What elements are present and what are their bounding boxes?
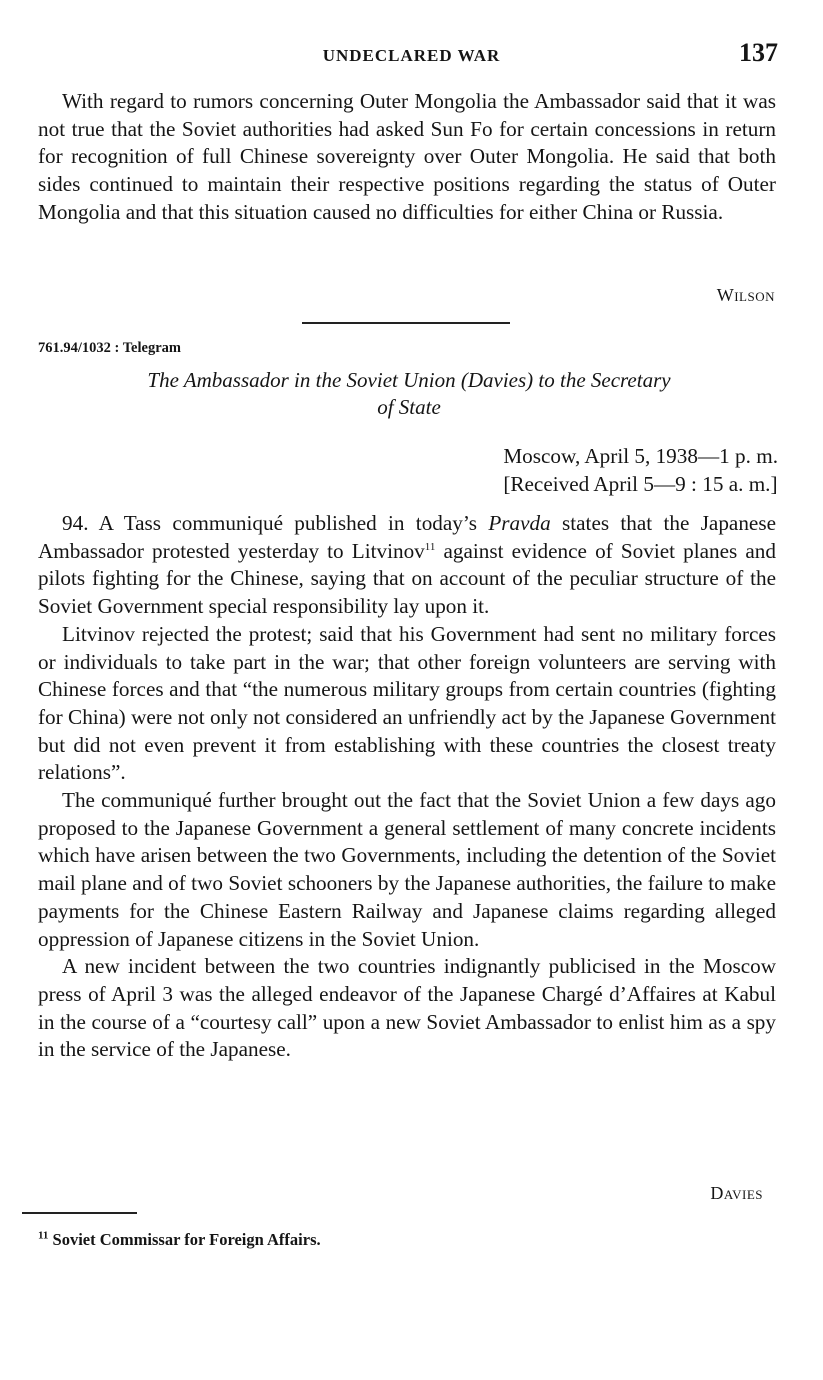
- p1-text-b: states that the Japanese Ambassador protested yesterday to Litvinov: [38, 511, 776, 563]
- page-number: 137: [739, 38, 778, 67]
- received-line: [Received April 5—9 : 15 a. m.]: [503, 472, 778, 496]
- dateline-block: [503, 442, 778, 498]
- footnote-rule: [22, 1212, 137, 1214]
- intro-paragraph: With regard to rumors concerning Outer Mongolia the Ambassador said that it was not true that the Soviet authorities had asked Sun Fo for certain concessions in return for recognition of full Chinese sovereignty over Outer Mongolia. He said that both sides continued to maintain their respective positions regarding the status of Outer Mongolia and that this situation caused no difficulties for either China or Russia.: [38, 89, 776, 224]
- telegram-paragraph-3: The communiqué further brought out the fact that the Soviet Union a few days ago proposed to the Japanese Government a general settlement of many concrete incidents which have arisen between the two Governments, including the detention of the Soviet mail plane and of two Soviet schooners by the Japanese authorities, the failure to make payments for the Chinese Eastern Railway and Japanese claims regarding alleged oppression of Japanese citizens in the Soviet Union.: [38, 788, 776, 951]
- telegram-body: [38, 510, 776, 1064]
- running-header: UNDECLARED WAR: [322, 46, 501, 65]
- file-reference: 761.94/1032 : Telegram: [38, 340, 181, 356]
- heading-line-2: of State: [377, 395, 441, 419]
- telegram-paragraph-4: A new incident between the two countries indignantly publicised in the Moscow press of April 3 was the alleged endeavor of the Japanese Chargé d’Affaires at Kabul in the course of a “courtesy call” upon a new Soviet Ambassador to enlist him as a spy in the service of the Japanese.: [38, 954, 776, 1062]
- dateline: Moscow, April 5, 1938—1 p. m.: [503, 444, 778, 468]
- heading-line-1: The Ambassador in the Soviet Union (Davies) to the Secretary: [147, 368, 671, 392]
- telegram-paragraph-2: Litvinov rejected the protest; said that his Government had sent no military forces or individuals to take part in the war; that other foreign volunteers are serving with Chinese forces and that “the numerous military groups from certain countries (fighting for China) were not only not considered an unfriendly act by the Japanese Government but did not even prevent it from establishing with these countries the closest treaty relations”.: [38, 621, 776, 785]
- telegram-paragraph-1: [38, 510, 776, 621]
- footnote-marker: 11: [38, 1229, 49, 1242]
- p1-text-c: against evidence of Soviet planes and pilots fighting for the Chinese, saying that on account of the peculiar structure of the Soviet Government special responsibility lay upon it.: [38, 538, 776, 619]
- footnote-ref: 11: [424, 540, 436, 553]
- footnote-text: Soviet Commissar for Foreign Affairs.: [48, 1230, 321, 1249]
- intro-section: [38, 88, 776, 227]
- signature-wilson: Wilson: [716, 285, 775, 305]
- p1-text-a: 94. A Tass communiqué published in today’s: [62, 511, 489, 535]
- signature-davies: Davies: [710, 1183, 763, 1203]
- document-heading: [40, 367, 778, 421]
- section-divider: [302, 322, 510, 324]
- footnote: [38, 1230, 321, 1250]
- newspaper-name: Pravda: [488, 511, 551, 535]
